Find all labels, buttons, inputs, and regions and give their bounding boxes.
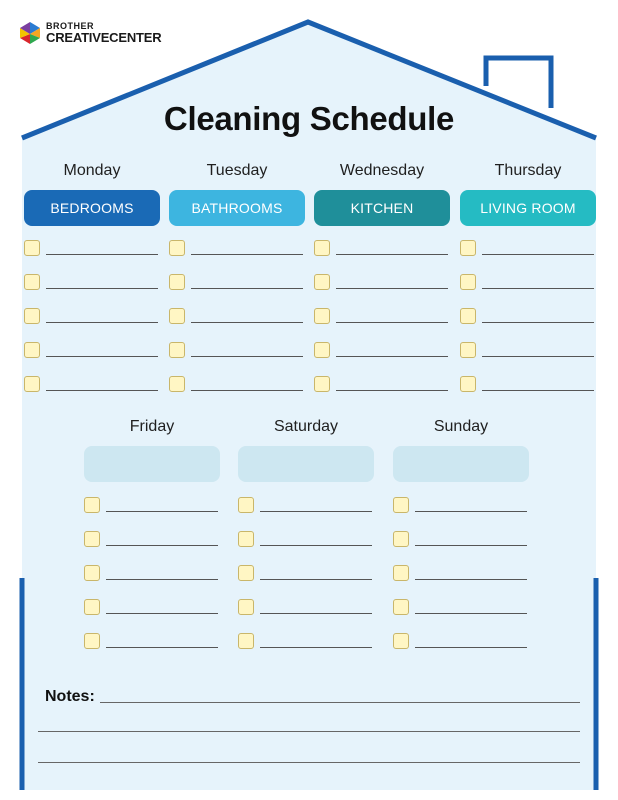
day-name: Wednesday xyxy=(339,162,425,179)
task-row xyxy=(460,239,594,257)
task-row xyxy=(169,341,303,359)
task-checkbox[interactable] xyxy=(84,599,100,615)
task-checkbox[interactable] xyxy=(314,308,330,324)
task-row xyxy=(314,341,448,359)
task-row xyxy=(169,239,303,257)
task-write-line[interactable] xyxy=(482,356,594,357)
task-row xyxy=(314,375,448,393)
room-label-bathrooms: BATHROOMS xyxy=(169,190,305,226)
day-column-sunday xyxy=(393,416,529,482)
task-checkbox[interactable] xyxy=(314,376,330,392)
task-checkbox[interactable] xyxy=(238,599,254,615)
task-checkbox[interactable] xyxy=(460,342,476,358)
task-checkbox[interactable] xyxy=(460,308,476,324)
task-row xyxy=(238,632,372,650)
task-write-line[interactable] xyxy=(482,288,594,289)
task-checkbox[interactable] xyxy=(24,308,40,324)
room-label-living-room: LIVING ROOM xyxy=(460,190,596,226)
task-write-line[interactable] xyxy=(106,511,218,512)
task-write-line[interactable] xyxy=(46,356,158,357)
task-row xyxy=(84,564,218,582)
day-column-wednesday xyxy=(314,160,450,226)
task-write-line[interactable] xyxy=(415,613,527,614)
brand-logo xyxy=(18,21,161,45)
task-write-line[interactable] xyxy=(415,579,527,580)
task-row xyxy=(84,496,218,514)
task-write-line[interactable] xyxy=(336,288,448,289)
notes-line[interactable] xyxy=(38,731,580,732)
task-write-line[interactable] xyxy=(336,322,448,323)
task-row xyxy=(84,598,218,616)
task-checkbox[interactable] xyxy=(393,531,409,547)
task-row xyxy=(169,375,303,393)
task-row xyxy=(24,341,158,359)
task-checkbox[interactable] xyxy=(24,376,40,392)
task-row xyxy=(238,598,372,616)
task-checkbox[interactable] xyxy=(393,565,409,581)
task-write-line[interactable] xyxy=(191,322,303,323)
task-row xyxy=(460,375,594,393)
day-column-thursday xyxy=(460,160,596,226)
task-row xyxy=(460,341,594,359)
task-row xyxy=(238,496,372,514)
task-write-line[interactable] xyxy=(106,647,218,648)
task-checkbox[interactable] xyxy=(24,240,40,256)
task-row xyxy=(460,273,594,291)
task-row xyxy=(393,496,527,514)
task-checkbox[interactable] xyxy=(24,342,40,358)
task-checkbox[interactable] xyxy=(238,497,254,513)
task-checkbox[interactable] xyxy=(393,497,409,513)
task-write-line[interactable] xyxy=(260,511,372,512)
room-label-blank[interactable] xyxy=(84,446,220,482)
task-write-line[interactable] xyxy=(191,288,303,289)
task-write-line[interactable] xyxy=(336,254,448,255)
task-row xyxy=(314,273,448,291)
logo-line1: BROTHER xyxy=(46,21,94,31)
task-row xyxy=(238,530,372,548)
task-write-line[interactable] xyxy=(260,545,372,546)
logo-line2: CREATIVECENTER xyxy=(46,30,162,45)
task-checkbox[interactable] xyxy=(84,531,100,547)
task-checkbox[interactable] xyxy=(169,342,185,358)
notes-label: Notes: xyxy=(45,688,95,705)
day-name: Thursday xyxy=(494,162,562,179)
day-name: Monday xyxy=(63,162,121,179)
task-row xyxy=(393,598,527,616)
notes-line[interactable] xyxy=(100,702,580,703)
task-checkbox[interactable] xyxy=(460,274,476,290)
task-row xyxy=(393,530,527,548)
task-checkbox[interactable] xyxy=(169,308,185,324)
task-write-line[interactable] xyxy=(415,511,527,512)
task-row xyxy=(314,239,448,257)
task-checkbox[interactable] xyxy=(169,274,185,290)
day-column-monday xyxy=(24,160,160,226)
day-name: Friday xyxy=(129,418,175,435)
task-write-line[interactable] xyxy=(191,390,303,391)
task-write-line[interactable] xyxy=(482,390,594,391)
room-label-blank[interactable] xyxy=(393,446,529,482)
task-row xyxy=(393,632,527,650)
task-row xyxy=(393,564,527,582)
room-label-blank[interactable] xyxy=(238,446,374,482)
task-row xyxy=(460,307,594,325)
task-row xyxy=(24,375,158,393)
task-checkbox[interactable] xyxy=(238,633,254,649)
task-checkbox[interactable] xyxy=(460,240,476,256)
day-column-friday xyxy=(84,416,220,482)
task-write-line[interactable] xyxy=(46,288,158,289)
room-label-bedrooms: BEDROOMS xyxy=(24,190,160,226)
task-checkbox[interactable] xyxy=(393,599,409,615)
day-column-tuesday xyxy=(169,160,305,226)
task-write-line[interactable] xyxy=(46,390,158,391)
task-write-line[interactable] xyxy=(336,356,448,357)
task-row xyxy=(169,307,303,325)
task-write-line[interactable] xyxy=(46,322,158,323)
task-write-line[interactable] xyxy=(260,579,372,580)
task-checkbox[interactable] xyxy=(84,565,100,581)
task-checkbox[interactable] xyxy=(169,376,185,392)
page-title: Cleaning Schedule xyxy=(163,100,455,137)
task-write-line[interactable] xyxy=(106,613,218,614)
task-write-line[interactable] xyxy=(260,613,372,614)
day-column-saturday xyxy=(238,416,374,482)
task-write-line[interactable] xyxy=(482,322,594,323)
task-write-line[interactable] xyxy=(336,390,448,391)
task-checkbox[interactable] xyxy=(393,633,409,649)
task-write-line[interactable] xyxy=(415,545,527,546)
task-write-line[interactable] xyxy=(106,545,218,546)
task-checkbox[interactable] xyxy=(169,240,185,256)
task-checkbox[interactable] xyxy=(460,376,476,392)
day-name: Saturday xyxy=(273,418,339,435)
task-checkbox[interactable] xyxy=(314,240,330,256)
task-checkbox[interactable] xyxy=(84,633,100,649)
task-write-line[interactable] xyxy=(415,647,527,648)
task-write-line[interactable] xyxy=(106,579,218,580)
task-checkbox[interactable] xyxy=(314,274,330,290)
notes-line[interactable] xyxy=(38,762,580,763)
task-row xyxy=(84,632,218,650)
task-checkbox[interactable] xyxy=(238,531,254,547)
task-checkbox[interactable] xyxy=(238,565,254,581)
task-row xyxy=(24,307,158,325)
task-checkbox[interactable] xyxy=(84,497,100,513)
task-row xyxy=(169,273,303,291)
task-write-line[interactable] xyxy=(191,356,303,357)
task-row xyxy=(84,530,218,548)
task-checkbox[interactable] xyxy=(24,274,40,290)
day-name: Sunday xyxy=(433,418,489,435)
task-write-line[interactable] xyxy=(482,254,594,255)
task-row xyxy=(24,273,158,291)
room-label-kitchen: KITCHEN xyxy=(314,190,450,226)
day-name: Tuesday xyxy=(206,162,268,179)
task-write-line[interactable] xyxy=(191,254,303,255)
brother-logo-icon xyxy=(18,21,42,45)
task-write-line[interactable] xyxy=(46,254,158,255)
task-checkbox[interactable] xyxy=(314,342,330,358)
task-row xyxy=(238,564,372,582)
task-row xyxy=(314,307,448,325)
task-row xyxy=(24,239,158,257)
task-write-line[interactable] xyxy=(260,647,372,648)
